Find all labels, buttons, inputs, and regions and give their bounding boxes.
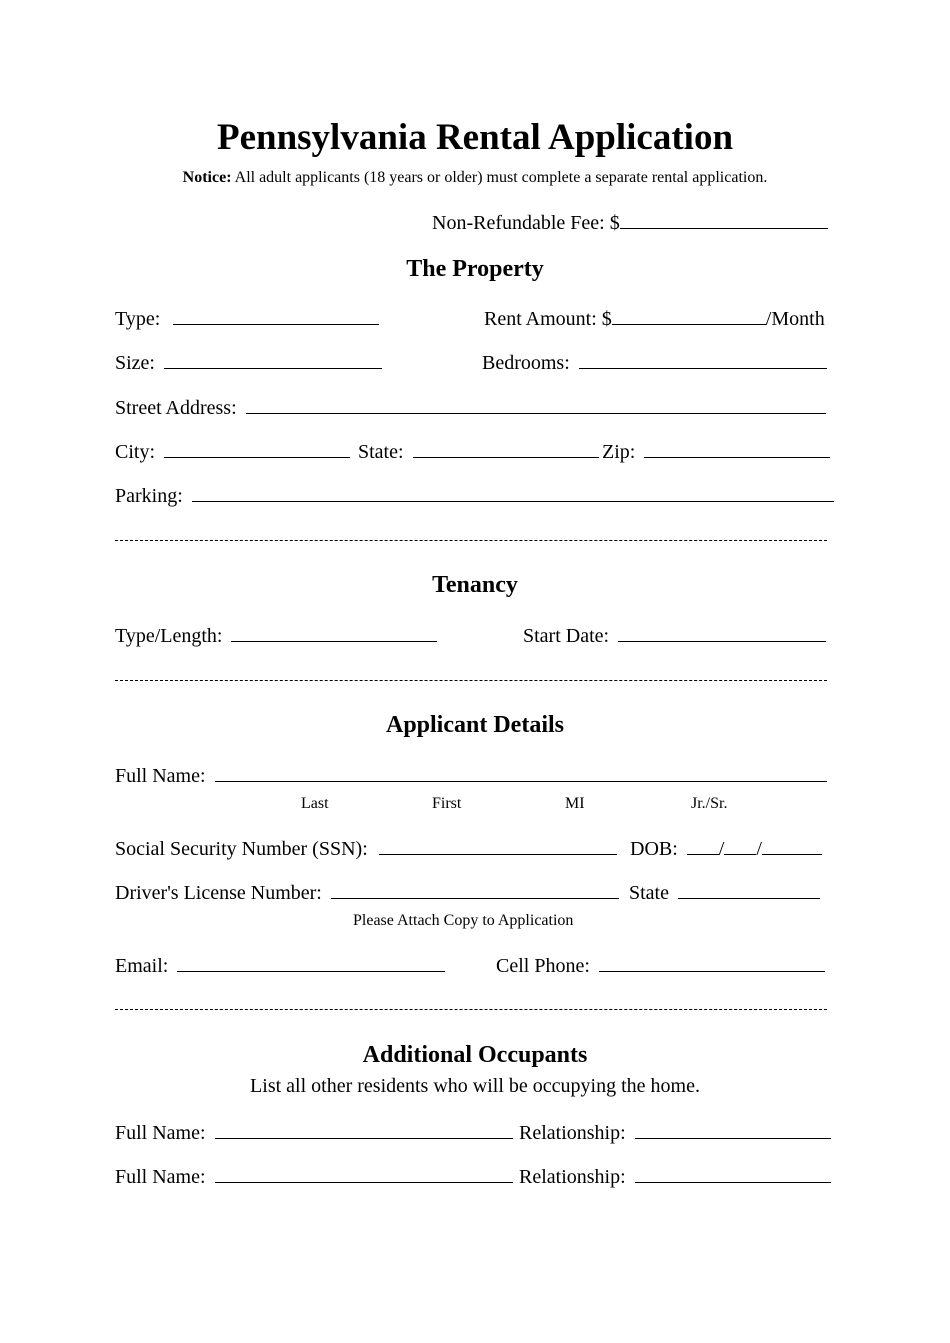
notice-body: All adult applicants (18 years or older) must complete a separate rental application. bbox=[231, 169, 768, 186]
city-row bbox=[115, 437, 350, 465]
property-size-field[interactable] bbox=[164, 348, 382, 369]
section-divider bbox=[115, 680, 827, 681]
bedrooms-label: Bedrooms: bbox=[482, 352, 570, 374]
occupant-row bbox=[115, 1162, 513, 1190]
zip-field[interactable] bbox=[644, 437, 830, 458]
attach-copy-note: Please Attach Copy to Application bbox=[353, 912, 574, 929]
parking-field[interactable] bbox=[192, 481, 834, 502]
email-row bbox=[115, 951, 445, 979]
license-state-field[interactable] bbox=[678, 878, 820, 899]
property-type-row bbox=[115, 304, 379, 332]
name-part-first: First bbox=[432, 795, 462, 812]
state-row bbox=[358, 437, 599, 465]
street-address-field[interactable] bbox=[246, 393, 826, 414]
start-date-label: Start Date: bbox=[523, 625, 610, 647]
occupant-row bbox=[115, 1118, 513, 1146]
cell-phone-label: Cell Phone: bbox=[496, 955, 590, 977]
full-name-field[interactable] bbox=[215, 761, 827, 782]
drivers-license-row bbox=[115, 878, 619, 906]
ssn-field[interactable] bbox=[379, 834, 617, 855]
notice-label: Notice: bbox=[182, 169, 232, 186]
name-part-suffix: Jr./Sr. bbox=[691, 795, 728, 812]
rent-amount-field[interactable] bbox=[612, 304, 766, 325]
rent-amount-label: Rent Amount: $ bbox=[484, 308, 612, 330]
occupant-relationship-row bbox=[519, 1118, 831, 1146]
start-date-field[interactable] bbox=[618, 621, 826, 642]
dob-separator: / bbox=[756, 838, 762, 860]
occupant-name-field[interactable] bbox=[215, 1162, 513, 1183]
section-divider bbox=[115, 540, 827, 541]
property-size-label: Size: bbox=[115, 352, 155, 374]
property-size-row bbox=[115, 348, 382, 376]
notice-text bbox=[0, 168, 950, 188]
email-label: Email: bbox=[115, 955, 169, 977]
dob-year-field[interactable] bbox=[762, 834, 822, 855]
name-part-last: Last bbox=[301, 795, 329, 812]
applicant-heading: Applicant Details bbox=[385, 712, 564, 738]
drivers-license-label: Driver's License Number: bbox=[115, 882, 322, 904]
occupants-instructions: List all other residents who will be occupying the home. bbox=[250, 1075, 700, 1097]
occupant-relationship-field[interactable] bbox=[635, 1118, 831, 1139]
city-field[interactable] bbox=[164, 437, 350, 458]
fee-row bbox=[432, 208, 828, 236]
start-date-row bbox=[523, 621, 826, 649]
state-label: State: bbox=[358, 441, 404, 463]
type-length-label: Type/Length: bbox=[115, 625, 223, 647]
license-state-row bbox=[629, 878, 820, 906]
dob-separator: / bbox=[718, 838, 725, 860]
license-state-label: State bbox=[629, 882, 669, 904]
dob-row bbox=[630, 834, 822, 862]
section-divider bbox=[115, 1009, 827, 1010]
occupant-name-field[interactable] bbox=[215, 1118, 513, 1139]
full-name-row bbox=[115, 761, 827, 789]
zip-label: Zip: bbox=[602, 441, 636, 463]
rent-amount-row bbox=[484, 304, 825, 332]
street-address-label: Street Address: bbox=[115, 397, 237, 419]
city-label: City: bbox=[115, 441, 156, 463]
street-address-row bbox=[115, 393, 826, 421]
email-field[interactable] bbox=[177, 951, 445, 972]
occupant-name-label: Full Name: bbox=[115, 1166, 206, 1188]
page-title: Pennsylvania Rental Application bbox=[216, 117, 734, 158]
state-field[interactable] bbox=[413, 437, 599, 458]
property-heading: The Property bbox=[406, 256, 544, 282]
cell-phone-row bbox=[496, 951, 825, 979]
occupant-relationship-label: Relationship: bbox=[519, 1122, 626, 1144]
occupants-heading: Additional Occupants bbox=[362, 1042, 588, 1068]
type-length-field[interactable] bbox=[231, 621, 437, 642]
cell-phone-field[interactable] bbox=[599, 951, 825, 972]
occupant-relationship-field[interactable] bbox=[635, 1162, 831, 1183]
property-type-label: Type: bbox=[115, 308, 161, 330]
occupant-name-label: Full Name: bbox=[115, 1122, 206, 1144]
bedrooms-field[interactable] bbox=[579, 348, 827, 369]
full-name-label: Full Name: bbox=[115, 765, 206, 787]
tenancy-heading: Tenancy bbox=[432, 572, 518, 598]
ssn-row bbox=[115, 834, 617, 862]
dob-month-field[interactable] bbox=[687, 834, 719, 855]
bedrooms-row bbox=[482, 348, 827, 376]
parking-label: Parking: bbox=[115, 485, 183, 507]
dob-label: DOB: bbox=[630, 838, 678, 860]
drivers-license-field[interactable] bbox=[331, 878, 619, 899]
occupant-relationship-label: Relationship: bbox=[519, 1166, 626, 1188]
fee-field[interactable] bbox=[620, 208, 828, 229]
parking-row bbox=[115, 481, 834, 509]
fee-label: Non-Refundable Fee: $ bbox=[432, 212, 620, 234]
zip-row bbox=[602, 437, 830, 465]
name-part-mi: MI bbox=[565, 795, 585, 812]
ssn-label: Social Security Number (SSN): bbox=[115, 838, 368, 860]
rent-per-month-label: /Month bbox=[765, 308, 825, 330]
property-type-field[interactable] bbox=[173, 304, 379, 325]
dob-day-field[interactable] bbox=[724, 834, 756, 855]
occupant-relationship-row bbox=[519, 1162, 831, 1190]
type-length-row bbox=[115, 621, 437, 649]
